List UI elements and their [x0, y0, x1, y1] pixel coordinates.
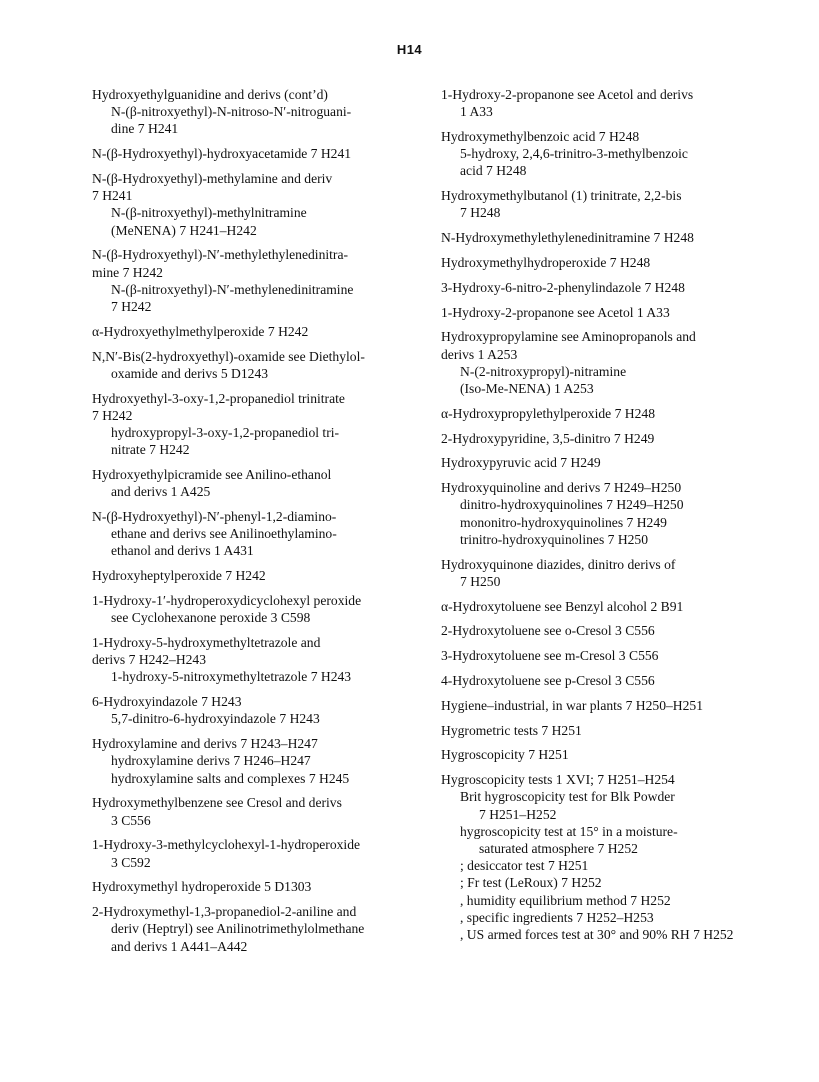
- index-entry-line: ; Fr test (LeRoux) 7 H252: [460, 875, 602, 891]
- index-entry-line: trinitro-hydroxyquinolines 7 H250: [460, 531, 649, 547]
- index-entry-heading: Hydroxyethylpicramide see Anilino-ethanol: [92, 467, 332, 483]
- index-entry-line: hydroxypropyl-3-oxy-1,2-propanediol tri-: [111, 425, 340, 441]
- index-entry-line: hygroscopicity test at 15° in a moisture-: [460, 823, 678, 839]
- index-entry-heading: 3-Hydroxytoluene see m-Cresol 3 C556: [441, 648, 659, 664]
- index-entry: [92, 246, 398, 315]
- index-entry-line: mononitro-hydroxyquinolines 7 H249: [460, 514, 667, 530]
- index-entry: [441, 405, 773, 422]
- index-entry-heading: N-Hydroxymethylethylenedinitramine 7 H248: [441, 230, 694, 246]
- index-entry-heading: α-Hydroxytoluene see Benzyl alcohol 2 B91: [441, 598, 684, 614]
- index-entry: [92, 567, 398, 584]
- index-entry: [441, 430, 773, 447]
- index-entry-heading: 1-Hydroxy-2-propanone see Acetol and derivs: [441, 87, 694, 102]
- index-entry: [441, 697, 773, 714]
- index-entry: [92, 170, 398, 239]
- index-entry: [441, 187, 773, 221]
- index-entry-line: dinitro-hydroxyquinolines 7 H249–H250: [460, 497, 684, 513]
- index-entry: [441, 304, 773, 321]
- index-entry-heading: Hydroxylamine and derivs 7 H243–H247: [92, 736, 318, 752]
- index-entry-heading: Hydroxymethyl hydroperoxide 5 D1303: [92, 879, 312, 895]
- index-entry-line: deriv (Heptryl) see Anilinotrimethylolmethane: [111, 921, 365, 937]
- index-entry-heading: 2-Hydroxymethyl-1,3-propanediol-2-aniline and: [92, 904, 357, 920]
- index-entry: [441, 647, 773, 664]
- index-entry: [441, 479, 773, 548]
- index-entry-line: 3 C592: [111, 854, 151, 870]
- index-entry: [92, 634, 398, 686]
- index-entry: [441, 771, 773, 943]
- index-entry-line: (Iso-Me-NENA) 1 A253: [460, 381, 594, 396]
- index-entry-heading: Hydroxypyruvic acid 7 H249: [441, 455, 601, 471]
- index-entry: [441, 279, 773, 296]
- index-entry-line: nitrate 7 H242: [111, 442, 190, 458]
- index-entry-line: dine 7 H241: [111, 121, 179, 137]
- index-entry-heading: Hygroscopicity tests 1 XVI; 7 H251–H254: [441, 772, 675, 788]
- index-entry: [92, 348, 398, 382]
- index-entry-heading: N-(β-Hydroxyethyl)-methylamine and deriv: [92, 171, 333, 186]
- index-entry-line: 7 H250: [460, 573, 501, 589]
- index-entry-heading: 1-Hydroxy-1′-hydroperoxydicyclohexyl peroxide: [92, 593, 362, 609]
- index-entry-heading: Hydroxyquinoline and derivs 7 H249–H250: [441, 480, 682, 496]
- index-entry: [441, 328, 773, 397]
- index-entry-line: 3 C556: [111, 812, 151, 828]
- index-entry-heading: Hydroxymethylbenzoic acid 7 H248: [441, 129, 640, 144]
- index-entry-line: , specific ingredients 7 H252–H253: [460, 909, 654, 925]
- index-entry-line: , US armed forces test at 30° and 90% RH 7 H252: [460, 927, 734, 942]
- index-entry-heading: α-Hydroxypropylethylperoxide 7 H248: [441, 405, 656, 421]
- index-entry-heading: 6-Hydroxyindazole 7 H243: [92, 694, 242, 710]
- index-entry-heading: Hydroxymethylhydroperoxide 7 H248: [441, 255, 651, 270]
- index-entry-heading: Hygroscopicity 7 H251: [441, 747, 569, 763]
- index-entry-line: acid 7 H248: [460, 163, 527, 179]
- index-entry-line: oxamide and derivs 5 D1243: [111, 365, 269, 381]
- index-entry-line: ethane and derivs see Anilinoethylamino-: [111, 526, 337, 542]
- index-entry: [92, 836, 398, 870]
- right-index-column: [441, 86, 773, 951]
- index-entry: [92, 693, 398, 727]
- index-entry-heading: N-(β-Hydroxyethyl)-N′-phenyl-1,2-diamino-: [92, 509, 337, 525]
- index-entry: [441, 229, 773, 246]
- index-entry-line: ; desiccator test 7 H251: [460, 858, 589, 874]
- index-entry-heading: Hydroxyethyl-3-oxy-1,2-propanediol trinitrate: [92, 390, 345, 406]
- index-entry-line: (MeNENA) 7 H241–H242: [111, 222, 257, 238]
- index-entry-heading: 1-Hydroxy-5-hydroxymethyltetrazole and: [92, 635, 321, 651]
- index-entry: [92, 323, 398, 340]
- index-entry-heading: Hygrometric tests 7 H251: [441, 722, 582, 738]
- index-entry-line: derivs 7 H242–H243: [92, 652, 207, 668]
- left-index-column: [92, 86, 398, 962]
- index-entry: [92, 86, 398, 138]
- index-entry: [441, 598, 773, 615]
- index-entry: [441, 622, 773, 639]
- index-entry-line: saturated atmosphere 7 H252: [479, 840, 638, 856]
- index-entry: [441, 722, 773, 739]
- index-entry-line: N-(2-nitroxypropyl)-nitramine: [460, 363, 627, 379]
- index-entry-line: 5,7-dinitro-6-hydroxyindazole 7 H243: [111, 711, 320, 727]
- index-entry-heading: 2-Hydroxytoluene see o-Cresol 3 C556: [441, 623, 655, 639]
- index-entry-heading: Hydroxyquinone diazides, dinitro derivs of: [441, 556, 676, 572]
- index-entry-line: 7 H242: [92, 407, 133, 423]
- index-entry-heading: α-Hydroxyethylmethylperoxide 7 H242: [92, 323, 309, 339]
- index-entry-line: 7 H241: [92, 188, 133, 204]
- index-entry-line: 7 H242: [111, 299, 152, 315]
- index-entry-heading: N,N′-Bis(2-hydroxyethyl)-oxamide see Diethylol-: [92, 348, 365, 364]
- index-entry: [441, 454, 773, 471]
- index-entry-heading: Hydroxyheptylperoxide 7 H242: [92, 568, 266, 584]
- index-entry-line: N-(β-nitroxyethyl)-N′-methylenedinitramine: [111, 281, 354, 297]
- index-entry-heading: 1-Hydroxy-2-propanone see Acetol 1 A33: [441, 304, 670, 320]
- index-entry: [441, 672, 773, 689]
- index-entry-heading: Hydroxymethylbenzene see Cresol and derivs: [92, 795, 342, 811]
- index-entry: [92, 794, 398, 828]
- index-entry-heading: Hydroxymethylbutanol (1) trinitrate, 2,2-bis: [441, 188, 682, 204]
- index-entry: [92, 878, 398, 895]
- index-entry: [92, 145, 398, 162]
- index-entry-line: and derivs 1 A441–A442: [111, 938, 248, 954]
- index-entry-line: 7 H251–H252: [479, 806, 557, 822]
- index-entry-line: hydroxylamine salts and complexes 7 H245: [111, 770, 350, 786]
- index-entry-heading: N-(β-Hydroxyethyl)-hydroxyacetamide 7 H241: [92, 146, 352, 162]
- index-entry-heading: 2-Hydroxypyridine, 3,5-dinitro 7 H249: [441, 430, 655, 446]
- index-entry: [441, 128, 773, 180]
- index-entry-line: see Cyclohexanone peroxide 3 C598: [111, 610, 311, 626]
- index-entry-line: N-(β-nitroxyethyl)-N-nitroso-N′-nitroguani-: [111, 104, 352, 120]
- index-entry-line: 7 H248: [460, 205, 501, 221]
- index-entry: [441, 746, 773, 763]
- index-entry-line: derivs 1 A253: [441, 346, 518, 362]
- index-entry-line: 1 A33: [460, 104, 493, 120]
- index-entry: [92, 592, 398, 626]
- index-entry: [441, 86, 773, 120]
- index-entry-heading: 3-Hydroxy-6-nitro-2-phenylindazole 7 H248: [441, 279, 685, 295]
- index-entry: [92, 508, 398, 560]
- index-entry-line: Brit hygroscopicity test for Blk Powder: [460, 789, 675, 805]
- index-entry-line: mine 7 H242: [92, 264, 163, 280]
- index-entry-line: 1-hydroxy-5-nitroxymethyltetrazole 7 H243: [111, 669, 352, 685]
- index-entry-line: N-(β-nitroxyethyl)-methylnitramine: [111, 205, 307, 221]
- index-entry: [92, 903, 398, 955]
- index-entry: [92, 390, 398, 459]
- index-entry-line: , humidity equilibrium method 7 H252: [460, 892, 671, 908]
- index-entry: [92, 735, 398, 787]
- page-number: H14: [396, 42, 423, 57]
- index-entry-line: hydroxylamine derivs 7 H246–H247: [111, 753, 311, 769]
- index-entry-heading: 4-Hydroxytoluene see p-Cresol 3 C556: [441, 672, 655, 688]
- index-entry-heading: N-(β-Hydroxyethyl)-N′-methylethylenedinitra-: [92, 247, 349, 263]
- index-entry-heading: 1-Hydroxy-3-methylcyclohexyl-1-hydroperoxide: [92, 837, 361, 853]
- index-entry: [92, 466, 398, 500]
- index-entry: [441, 254, 773, 271]
- index-entry: [441, 556, 773, 590]
- index-entry-line: and derivs 1 A425: [111, 484, 211, 500]
- index-entry-line: ethanol and derivs 1 A431: [111, 543, 254, 559]
- index-entry-heading: Hygiene–industrial, in war plants 7 H250–H251: [441, 697, 704, 713]
- index-entry-heading: Hydroxypropylamine see Aminopropanols and: [441, 329, 696, 345]
- index-entry-line: 5-hydroxy, 2,4,6-trinitro-3-methylbenzoic: [460, 146, 688, 162]
- index-entry-heading: Hydroxyethylguanidine and derivs (cont’d): [92, 87, 328, 102]
